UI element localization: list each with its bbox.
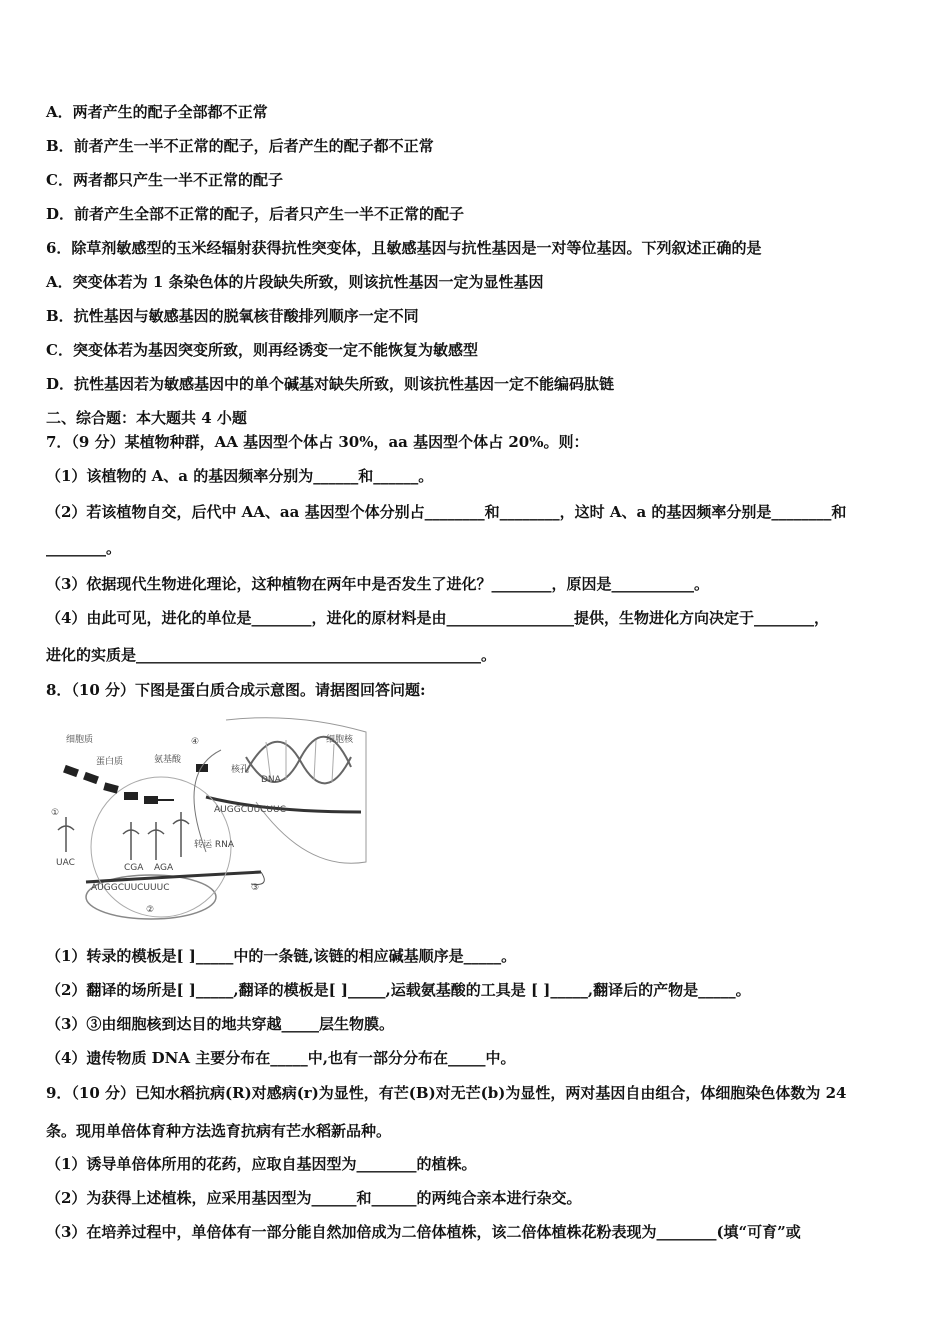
label-mrna-top: AUGGCUUCUUC: [214, 805, 286, 815]
label-trna: 转运 RNA: [194, 840, 235, 850]
q7-part-3: （3）依据现代生物进化理论，这种植物在两年中是否发生了进化？________，原因是___________。: [46, 575, 709, 593]
label-protein: 蛋白质: [96, 757, 124, 767]
q6-stem: 6．除草剂敏感型的玉米经辐射获得抗性突变体，且敏感基因与抗性基因是一对等位基因。下列叙述正确的是: [46, 239, 762, 257]
q7-part-4-cont: 进化的实质是______________________________________________。: [46, 646, 497, 664]
q7-stem: 7．（9 分）某植物种群，AA 基因型个体占 30%，aa 基因型个体占 20%。则：: [46, 433, 589, 451]
label-nucleus: 细胞核: [326, 735, 354, 745]
q8-stem: 8．（10 分）下图是蛋白质合成示意图。请据图回答问题:: [46, 681, 426, 699]
label-dna: DNA: [261, 775, 281, 785]
q9-part-3: （3）在培养过程中，单倍体有一部分能自然加倍成为二倍体植株，该二倍体植株花粉表现为________(填“可育”或: [46, 1223, 801, 1241]
q8-part-1: （1）转录的模板是[ ]_____中的一条链,该链的相应碱基顺序是_____。: [46, 947, 517, 965]
q7-part-2: （2）若该植物自交，后代中 AA、aa 基因型个体分别占________和________，这时 A、a 的基因频率分别是________和: [46, 503, 847, 521]
q6-option-d: D．抗性基因若为敏感基因中的单个碱基对缺失所致，则该抗性基因一定不能编码肽链: [46, 375, 615, 393]
q7-part-4: （4）由此可见，进化的单位是________，进化的原材料是由_________________提供，生物进化方向决定于________，: [46, 609, 829, 627]
q9-part-2: （2）为获得上述植株，应采用基因型为______和______的两纯合亲本进行杂交。: [46, 1189, 582, 1207]
label-1: ①: [51, 808, 60, 818]
label-amino-acid: 氨基酸: [154, 755, 182, 765]
polypeptide-chain: [63, 764, 208, 804]
q7-part-2-cont: ________。: [46, 539, 122, 557]
label-3: ③: [251, 883, 260, 893]
diagram-svg: [46, 712, 376, 922]
label-cytoplasm: 细胞质: [66, 735, 94, 745]
q9-stem: 9．（10 分）已知水稻抗病(R)对感病(r)为显性，有芒(B)对无芒(b)为显性，两对基因自由组合，体细胞染色体数为 24: [46, 1084, 847, 1102]
q6-option-a: A．突变体若为 1 条染色体的片段缺失所致，则该抗性基因一定为显性基因: [46, 273, 544, 291]
q9-part-1: （1）诱导单倍体所用的花药，应取自基因型为________的植株。: [46, 1155, 477, 1173]
q6-option-b: B．抗性基因与敏感基因的脱氧核苷酸排列顺序一定不同: [46, 307, 419, 325]
q5-option-d: D．前者产生全部不正常的配子，后者只产生一半不正常的配子: [46, 205, 465, 223]
protein-synthesis-diagram: [46, 712, 376, 922]
q8-part-4: （4）遗传物质 DNA 主要分布在_____中,也有一部分分布在_____中。: [46, 1049, 516, 1067]
trna-molecules: [58, 812, 189, 860]
label-aga: AGA: [154, 863, 174, 873]
q8-part-3: （3）③由细胞核到达目的地共穿越_____层生物膜。: [46, 1015, 394, 1033]
label-uac: UAC: [56, 858, 75, 868]
label-cga: CGA: [124, 863, 144, 873]
label-nuclear-pore: 核孔: [231, 765, 250, 775]
q8-part-2: （2）翻译的场所是[ ]_____,翻译的模板是[ ]_____,运载氨基酸的工具是 [ ]_____,翻译后的产物是_____。: [46, 981, 751, 999]
label-mrna-bottom: AUGGCUUCUUUC: [91, 883, 170, 893]
label-2: ②: [146, 905, 155, 915]
q6-option-c: C．突变体若为基因突变所致，则再经诱变一定不能恢复为敏感型: [46, 341, 478, 359]
q5-option-a: A．两者产生的配子全部都不正常: [46, 103, 268, 121]
mrna-strand-cytoplasm: [86, 872, 261, 882]
section-heading: 二、综合题：本大题共 4 小题: [46, 409, 247, 427]
q7-part-1: （1）该植物的 A、a 的基因频率分别为______和______。: [46, 467, 434, 485]
q9-stem-cont: 条。现用单倍体育种方法选育抗病有芒水稻新品种。: [46, 1122, 392, 1140]
q5-option-c: C．两者都只产生一半不正常的配子: [46, 171, 283, 189]
q5-option-b: B．前者产生一半不正常的配子，后者产生的配子都不正常: [46, 137, 434, 155]
label-4: ④: [191, 737, 200, 747]
